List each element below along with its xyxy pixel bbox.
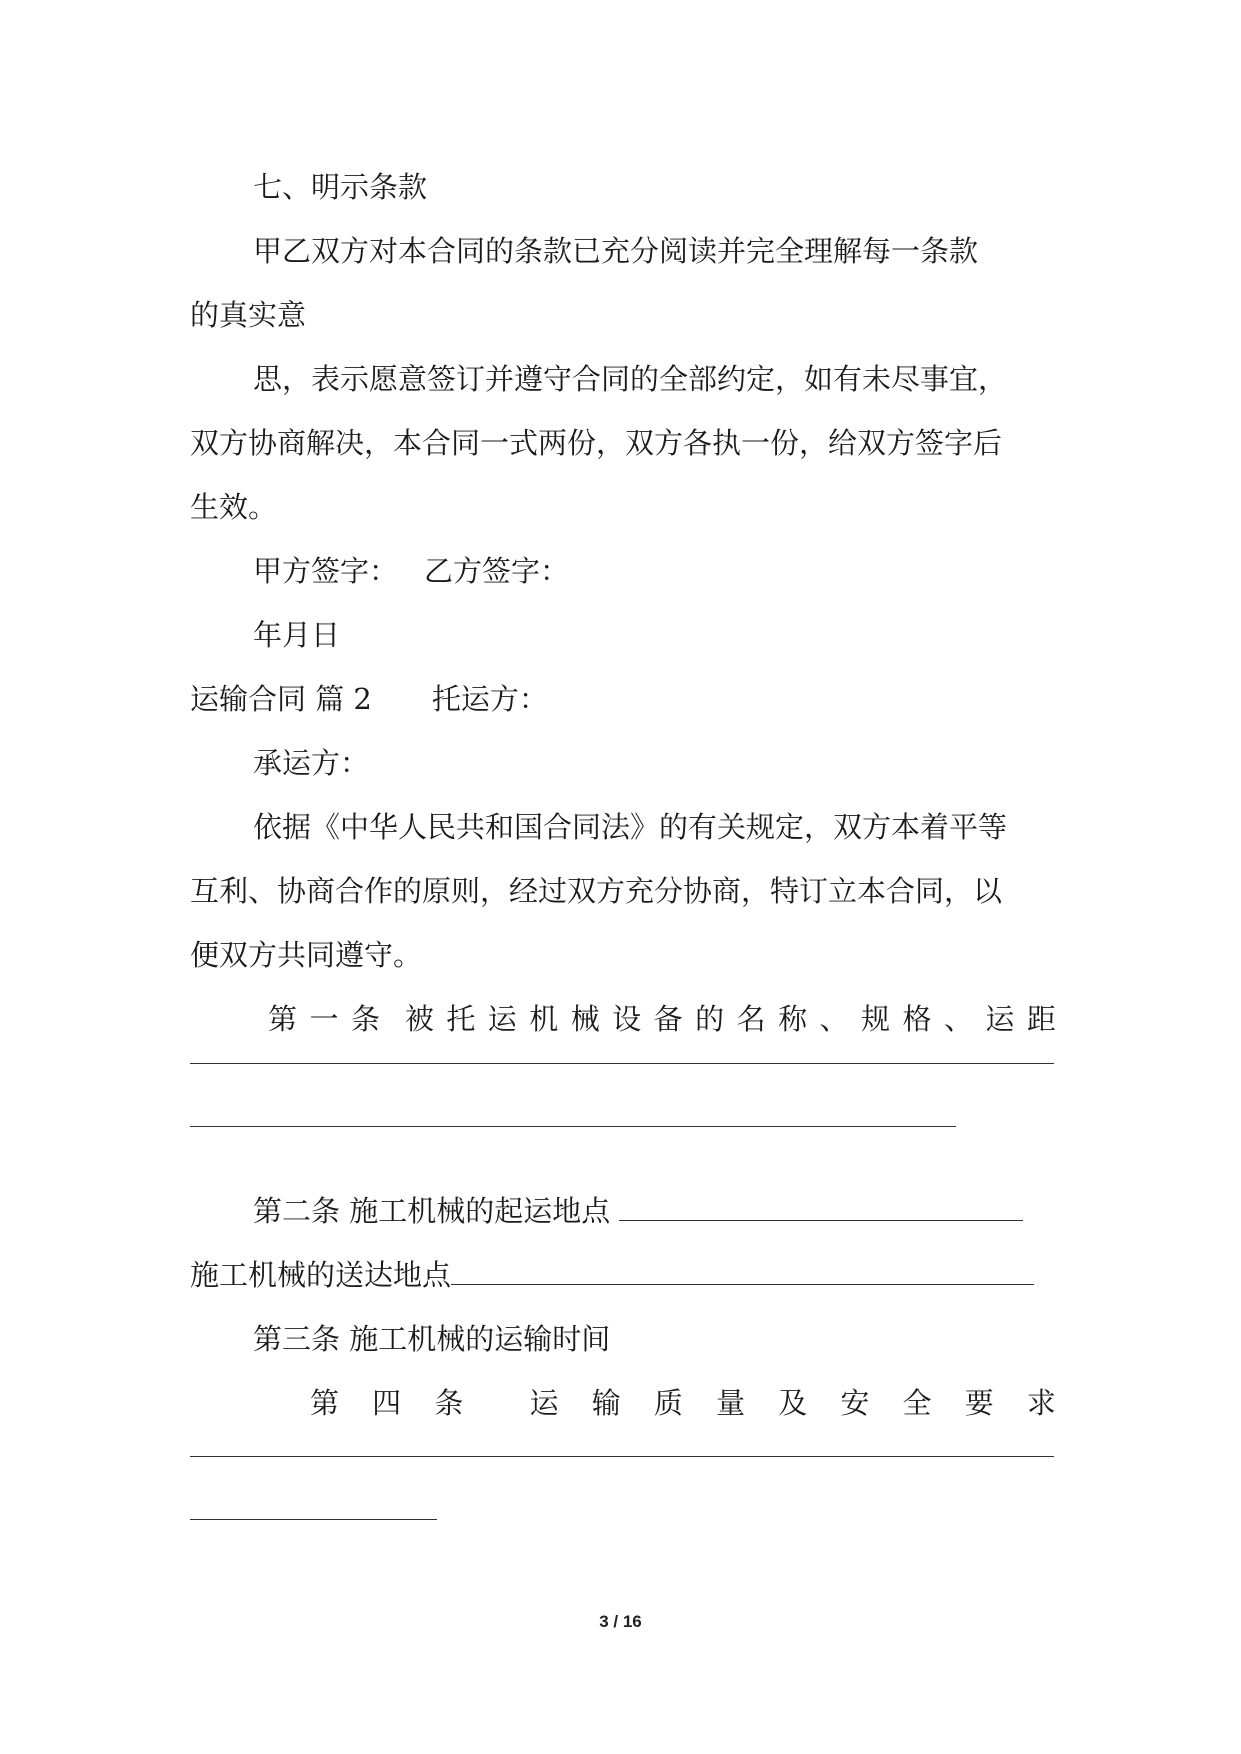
intro-line-3: 便双方共同遵守。 [190,938,423,972]
article-1-heading-char: 的 [695,1002,725,1036]
article-4-heading-char: 第 [310,1386,340,1420]
article-1-blank-line-1 [190,1063,1054,1064]
article-4-heading-char: 要 [964,1386,994,1420]
article-1-heading-char: 设 [612,1002,642,1036]
article-4-heading-char: 条 [434,1386,464,1420]
article-1-heading-char: 机 [529,1002,559,1036]
section-7-heading: 七、明示条款 [253,170,428,204]
article-1-heading-char: 被 [404,1002,434,1036]
article-1-heading-char: 格 [902,1002,932,1036]
article-4-blank-line-2 [190,1519,437,1520]
article-4-heading-char: 全 [902,1386,932,1420]
article-1-heading-char: 距 [1026,1002,1056,1036]
article-4-heading-char: 量 [716,1386,746,1420]
article-1-heading-char: 备 [653,1002,683,1036]
article-4-heading-char: 四 [372,1386,402,1420]
section-7-paragraph-1-line-2: 的真实意 [190,298,307,332]
article-1-heading-char: 托 [446,1002,476,1036]
article-4-heading-char: 运 [529,1386,559,1420]
destination-line [190,1253,1056,1297]
destination-blank [451,1254,1034,1285]
article-1-heading-char: 、 [819,1002,849,1036]
signature-line [190,549,1056,593]
article-1-heading [190,997,1056,1041]
article-4-heading-char: 及 [778,1386,808,1420]
article-1-heading-char: 名 [736,1002,766,1036]
article-1-heading-char: 械 [570,1002,600,1036]
section-7-paragraph-2-line-2: 双方协商解决，本合同一式两份，双方各执一份，给双方签字后 [190,426,1003,460]
section-7-paragraph-2-line-1: 思，表示愿意签订并遵守合同的全部约定，如有未尽事宜， [253,362,1008,396]
article-1-heading-char: 称 [778,1002,808,1036]
intro-line-2: 互利、协商合作的原则，经过双方充分协商，特订立本合同，以 [190,874,1003,908]
date-line: 年月日 [253,618,341,652]
article-1-heading-char: 第 [268,1002,298,1036]
article-1-heading-char: 条 [350,1002,380,1036]
section-7-paragraph-2-line-3: 生效。 [190,490,278,524]
article-1-heading-char: 运 [985,1002,1015,1036]
section-7-paragraph-1-line-1: 甲乙双方对本合同的条款已充分阅读并完全理解每一条款 [253,234,979,268]
page-number: 3 / 16 [599,1612,642,1631]
origin-blank [619,1190,1023,1221]
party-a-signature-label: 甲方签字： [253,554,399,588]
contract-2-title-line [190,677,1056,721]
carrier-label: 承运方： [253,746,370,780]
article-4-heading-char: 安 [840,1386,870,1420]
contract-2-title: 运输合同 篇 2 [190,682,372,716]
article-4-heading-char: 质 [653,1386,683,1420]
article-4-heading [190,1381,1056,1425]
article-1-blank-line-2 [190,1126,956,1127]
article-4-blank-line-1 [190,1456,1054,1457]
article-3: 第三条 施工机械的运输时间 [253,1322,611,1356]
article-4-heading-char: 求 [1026,1386,1056,1420]
consignor-label: 托运方： [431,682,548,716]
intro-line-1: 依据《中华人民共和国合同法》的有关规定，双方本着平等 [253,810,1008,844]
article-1-heading-char: 一 [309,1002,339,1036]
article-2-line [190,1189,1056,1233]
article-1-heading-char: 规 [861,1002,891,1036]
article-1-heading-char: 、 [943,1002,973,1036]
article-4-heading-char: 输 [591,1386,621,1420]
destination-label: 施工机械的送达地点 [190,1258,452,1292]
article-2-label: 第二条 施工机械的起运地点 [253,1194,620,1228]
party-b-signature-label: 乙方签字： [424,554,570,588]
article-1-heading-char: 运 [487,1002,517,1036]
